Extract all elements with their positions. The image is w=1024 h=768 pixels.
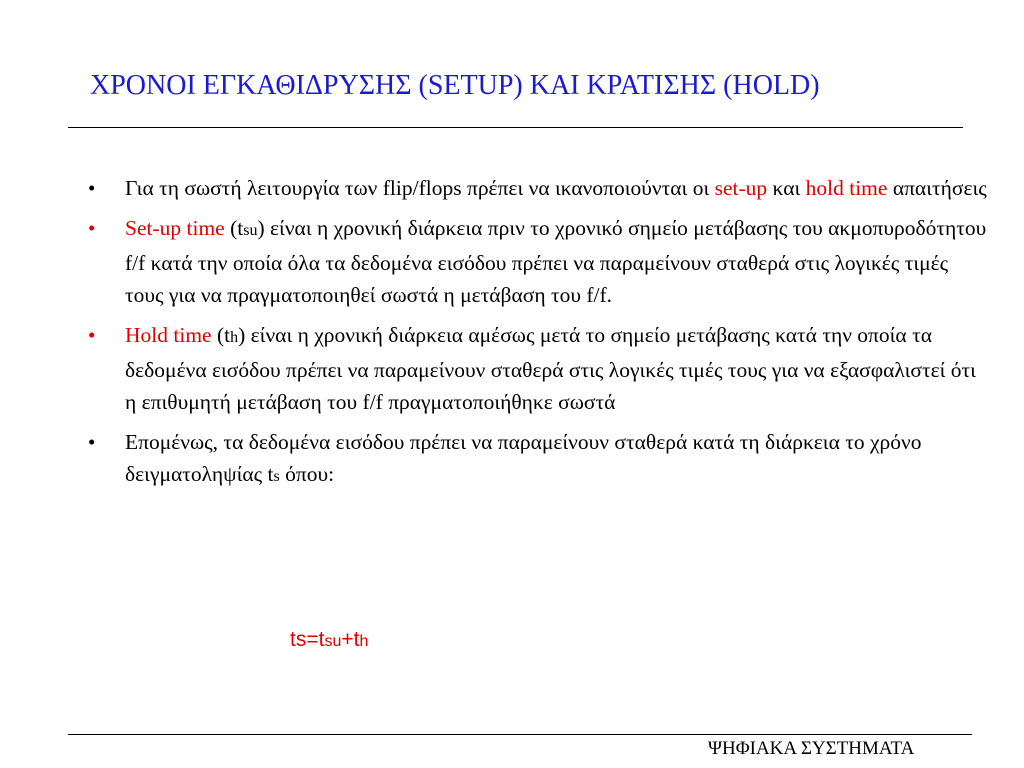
title-divider	[68, 127, 963, 128]
footer-course-name: ΨΗΦΙΑΚΑ ΣΥΣΤΗΜΑΤΑ	[708, 738, 915, 759]
bullet-item-hold-time	[88, 319, 988, 418]
term-setup-time: Set-up time	[125, 216, 225, 240]
bullet-item-setup-time	[88, 212, 988, 311]
bullet-text: Για τη σωστή λειτουργία των flip/flops πρέπει να ικανοποιούνται οι	[125, 176, 715, 200]
bullet-text: και	[767, 176, 806, 200]
footer-divider	[68, 734, 972, 735]
term-hold-time: hold time	[805, 176, 888, 200]
bullet-text: (t	[224, 216, 244, 240]
bullet-list	[88, 172, 988, 501]
bullet-text: Επομένως, τα δεδομένα εισόδου πρέπει να παραμείνουν σταθερά κατά τη διάρκεια το χρόνο δειγματοληψίας t	[125, 430, 922, 486]
term-hold-time: Hold time	[125, 323, 212, 347]
subscript-h: h	[230, 329, 239, 346]
bullet-text: απαιτήσεις	[887, 176, 987, 200]
sampling-time-formula	[290, 628, 368, 652]
bullet-text: (t	[211, 323, 231, 347]
bullet-dot-icon: •	[88, 323, 96, 347]
bullet-text: ) είναι η χρονική διάρκεια αμέσως μετά το σημείο μετάβασης κατά την οποία τα δεδομένα εισόδου πρέπει να παραμείνουν σταθερά στις λογικές τιμές τους για να εξασφαλιστεί ότι η επιθυμητή μετάβαση του f/f πραγματοποιήθηκε σωστά	[125, 323, 976, 414]
term-setup: set-up	[714, 176, 768, 200]
formula-subscript-su: su	[324, 633, 342, 650]
formula-plus: +t	[341, 628, 360, 651]
bullet-item-requirements	[88, 172, 988, 204]
bullet-item-sampling-time	[88, 426, 988, 493]
subscript-s: s	[273, 468, 280, 485]
bullet-dot-icon: •	[88, 176, 96, 200]
slide-title: ΧΡΟΝΟΙ ΕΓΚΑΘΙΔΡΥΣΗΣ (SETUP) ΚΑΙ ΚΡΑΤΙΣΗΣ (HOLD)	[90, 70, 820, 101]
bullet-text: όπου:	[279, 462, 335, 486]
bullet-dot-icon: •	[88, 216, 96, 240]
bullet-dot-icon: •	[88, 430, 96, 454]
formula-subscript-h: h	[359, 633, 369, 650]
bullet-text: ) είναι η χρονική διάρκεια πριν το χρονικό σημείο μετάβασης του ακμοπυροδότητου f/f κατά την οποία όλα τα δεδομένα εισόδου πρέπει να παραμείνουν σταθερά στις λογικές τιμές τους για να πραγματοποιηθεί σωστά η μετάβαση του f/f.	[125, 216, 987, 307]
formula-lhs: ts=t	[290, 628, 325, 651]
subscript-su: su	[243, 222, 258, 239]
